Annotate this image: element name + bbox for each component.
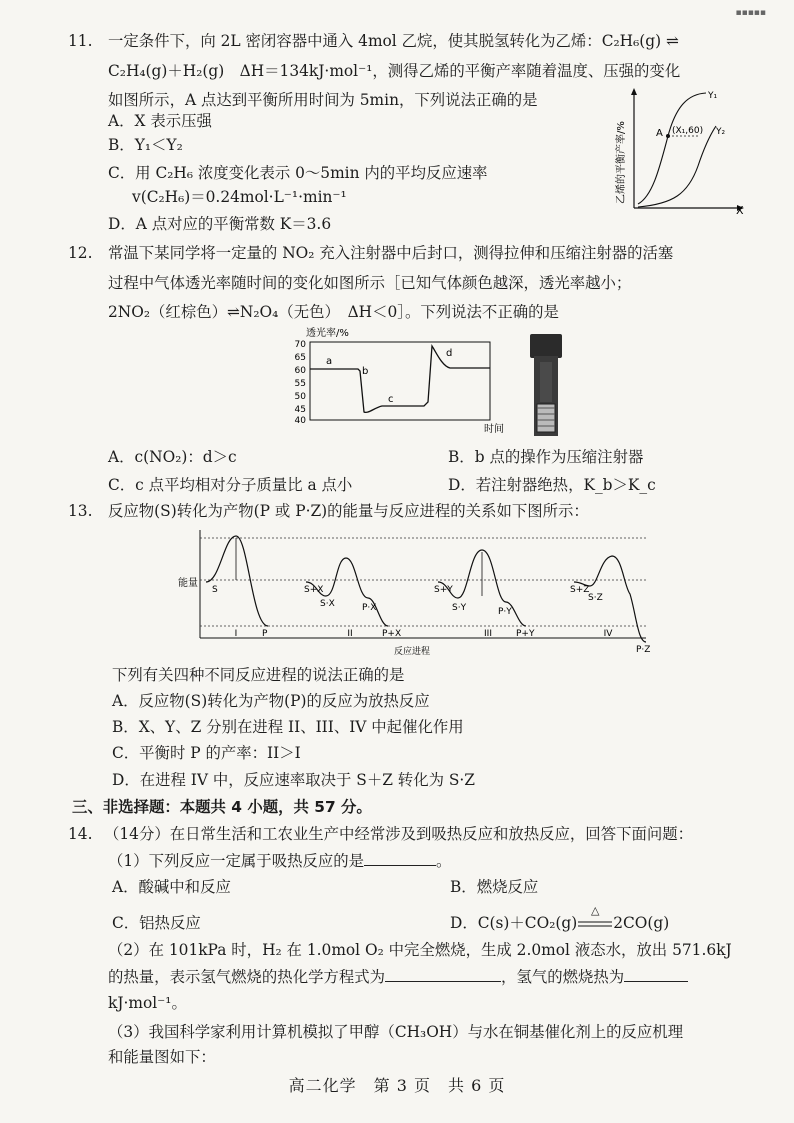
q13-label-s-x: S+X	[304, 585, 324, 595]
q14-equation-blank[interactable]	[385, 967, 501, 982]
q13-label-s: S	[212, 585, 218, 595]
q13-option-c: C．平衡时 P 的产率：II＞I	[112, 744, 301, 762]
q14-part1-end: 。	[436, 852, 452, 870]
q12-tick-70: 70	[294, 340, 306, 350]
q11-point-a	[666, 134, 670, 138]
q13-label-p-y: P+Y	[516, 629, 535, 639]
q14-option-d-right: 2CO(g)	[613, 914, 670, 932]
q11-chart-xlabel: X	[736, 204, 744, 217]
q11-option-c: C．用 C₂H₆ 浓度变化表示 0～5min 内的平均反应速率	[108, 164, 488, 182]
q11-number: 11.	[68, 32, 93, 50]
q12-tick-55: 55	[294, 379, 306, 389]
q11-line2: C₂H₄(g)＋H₂(g) ΔH＝134kJ·mol⁻¹，测得乙烯的平衡产率随着温度、压强的变化	[108, 62, 681, 80]
q13-label-p: P	[262, 629, 268, 639]
q13-roman-i: I	[234, 629, 238, 639]
q14-part2-text: 的热量，表示氢气燃烧的热化学方程式为	[108, 968, 386, 986]
q12-label-d: d	[446, 348, 453, 359]
syringe-image	[526, 334, 566, 438]
q13-label-py: P·Y	[498, 607, 512, 617]
q14-option-c: C．铝热反应	[112, 914, 201, 932]
q12-option-a: A．c(NO₂)：d＞c	[108, 448, 237, 466]
q14-part3-line2: 和能量图如下：	[108, 1048, 216, 1066]
q13-roman-iii: III	[484, 629, 492, 639]
q11-y1-label: Y₁	[708, 91, 718, 101]
q13-option-a: A．反应物(S)转化为产物(P)的反应为放热反应	[112, 692, 430, 710]
q11-option-b: B．Y₁＜Y₂	[108, 136, 183, 154]
q11-point-a-label: A	[656, 128, 663, 139]
q14-heat-symbol: △	[591, 904, 600, 917]
q14-combustion-heat-blank[interactable]	[624, 967, 688, 982]
q13-label-px: P·X	[362, 603, 377, 613]
corner-mark: ▪▪▪▪▪	[735, 8, 766, 18]
q13-label-s-y: S+Y	[434, 585, 453, 595]
q13-line2: 下列有关四种不同反应进程的说法正确的是	[112, 666, 405, 684]
q11-curve-y1	[638, 93, 706, 204]
q12-curve	[310, 346, 490, 412]
q14-part2-line1: （2）在 101kPa 时，H₂ 在 1.0mol O₂ 中完全燃烧，生成 2.0mol 液态水，放出 571.6kJ	[108, 941, 732, 959]
q12-option-c: C．c 点平均相对分子质量比 a 点小	[108, 476, 353, 494]
q12-option-d: D．若注射器绝热，K_b＞K_c	[448, 476, 656, 494]
q12-plot-frame	[310, 342, 490, 420]
q14-option-b: B．燃烧反应	[450, 878, 539, 896]
q11-option-c-formula: v(C₂H₆)＝0.24mol·L⁻¹·min⁻¹	[132, 188, 347, 206]
q12-line2: 过程中气体透光率随时间的变化如图所示［已知气体颜色越深，透光率越小；	[108, 274, 632, 292]
q12-chart-xlabel: 时间	[484, 424, 504, 435]
q11-point-a-coord: (X₁,60)	[672, 126, 704, 136]
q14-option-d	[450, 904, 670, 934]
q13-label-sx: S·X	[320, 599, 335, 609]
q13-option-b: B．X、Y、Z 分别在进程 II、III、IV 中起催化作用	[112, 718, 464, 736]
q14-part1-answer-blank[interactable]	[364, 851, 436, 866]
q11-chart-ylabel: 乙烯的平衡产率/%	[616, 121, 627, 204]
q11-option-a: A．X 表示压强	[108, 112, 212, 130]
q12-line1: 常温下某同学将一定量的 NO₂ 充入注射器中后封口，测得拉伸和压缩注射器的活塞	[108, 244, 674, 262]
q14-option-d-left: D．C(s)＋CO₂(g)	[450, 914, 578, 932]
q14-part2-mid: ，氢气的燃烧热为	[501, 968, 625, 986]
q11-curve-y2	[638, 126, 716, 207]
q13-curve-i	[206, 536, 268, 626]
q12-label-b: b	[362, 366, 369, 377]
q12-line3: 2NO₂（红棕色）⇌N₂O₄（无色） ΔH＜0］。下列说法不正确的是	[108, 303, 559, 321]
q13-label-sz: S·Z	[588, 593, 603, 603]
q11-option-d: D．A 点对应的平衡常数 K＝3.6	[108, 215, 332, 233]
q13-number: 13.	[68, 502, 93, 520]
q12-tick-60: 60	[294, 366, 306, 376]
q12-chart	[286, 326, 508, 436]
q14-number: 14.	[68, 825, 93, 843]
q14-option-d-heat-arrow	[577, 904, 613, 934]
q14-part3-line1: （3）我国科学家利用计算机模拟了甲醇（CH₃OH）与水在铜基催化剂上的反应机理	[108, 1023, 684, 1041]
q12-tick-45: 45	[294, 405, 306, 415]
q13-label-sy: S·Y	[452, 603, 467, 613]
q12-option-b: B．b 点的操作为压缩注射器	[448, 448, 644, 466]
q14-part2-unit: kJ·mol⁻¹。	[108, 994, 187, 1012]
q12-label-c: c	[388, 394, 394, 405]
q13-chart-xlabel: 反应进程	[394, 647, 431, 656]
q11-chart	[598, 86, 768, 226]
q11-line1: 一定条件下，向 2L 密闭容器中通入 4mol 乙烷，使其脱氢转化为乙烯：C₂H₆(g) ⇌	[108, 32, 679, 50]
q13-line1: 反应物(S)转化为产物(P 或 P·Z)的能量与反应进程的关系如下图所示：	[108, 502, 589, 520]
q13-roman-iv: IV	[603, 629, 613, 639]
q14-option-a: A．酸碱中和反应	[112, 878, 231, 896]
q13-energy-diagram	[176, 526, 666, 656]
q14-intro: （14分）在日常生活和工农业生产中经常涉及到吸热反应和放热反应，回答下面问题：	[104, 825, 694, 843]
q12-chart-ylabel: 透光率/%	[306, 328, 349, 339]
q13-label-p-x: P+X	[382, 629, 402, 639]
q12-tick-50: 50	[294, 392, 306, 402]
q12-label-a: a	[326, 356, 333, 367]
q14-part1-text: （1）下列反应一定属于吸热反应的是	[108, 852, 365, 870]
section-3-heading: 三、非选择题：本题共 4 小题，共 57 分。	[72, 798, 372, 816]
q13-label-pz: P·Z	[636, 645, 651, 655]
q13-label-s-z: S+Z	[570, 585, 590, 595]
q13-chart-ylabel: 能量	[178, 578, 198, 589]
q14-part1	[108, 850, 451, 872]
q13-roman-ii: II	[347, 629, 353, 639]
q11-y2-label: Y₂	[716, 127, 726, 137]
q12-number: 12.	[68, 244, 93, 262]
q12-tick-65: 65	[294, 353, 306, 363]
q11-line3: 如图所示，A 点达到平衡所用时间为 5min，下列说法正确的是	[108, 91, 538, 109]
q12-tick-40: 40	[294, 416, 306, 426]
page-footer: 高二化学 第 3 页 共 6 页	[288, 1076, 506, 1095]
q13-option-d: D．在进程 IV 中，反应速率取决于 S＋Z 转化为 S·Z	[112, 771, 476, 789]
q14-part2-line2	[108, 966, 688, 988]
